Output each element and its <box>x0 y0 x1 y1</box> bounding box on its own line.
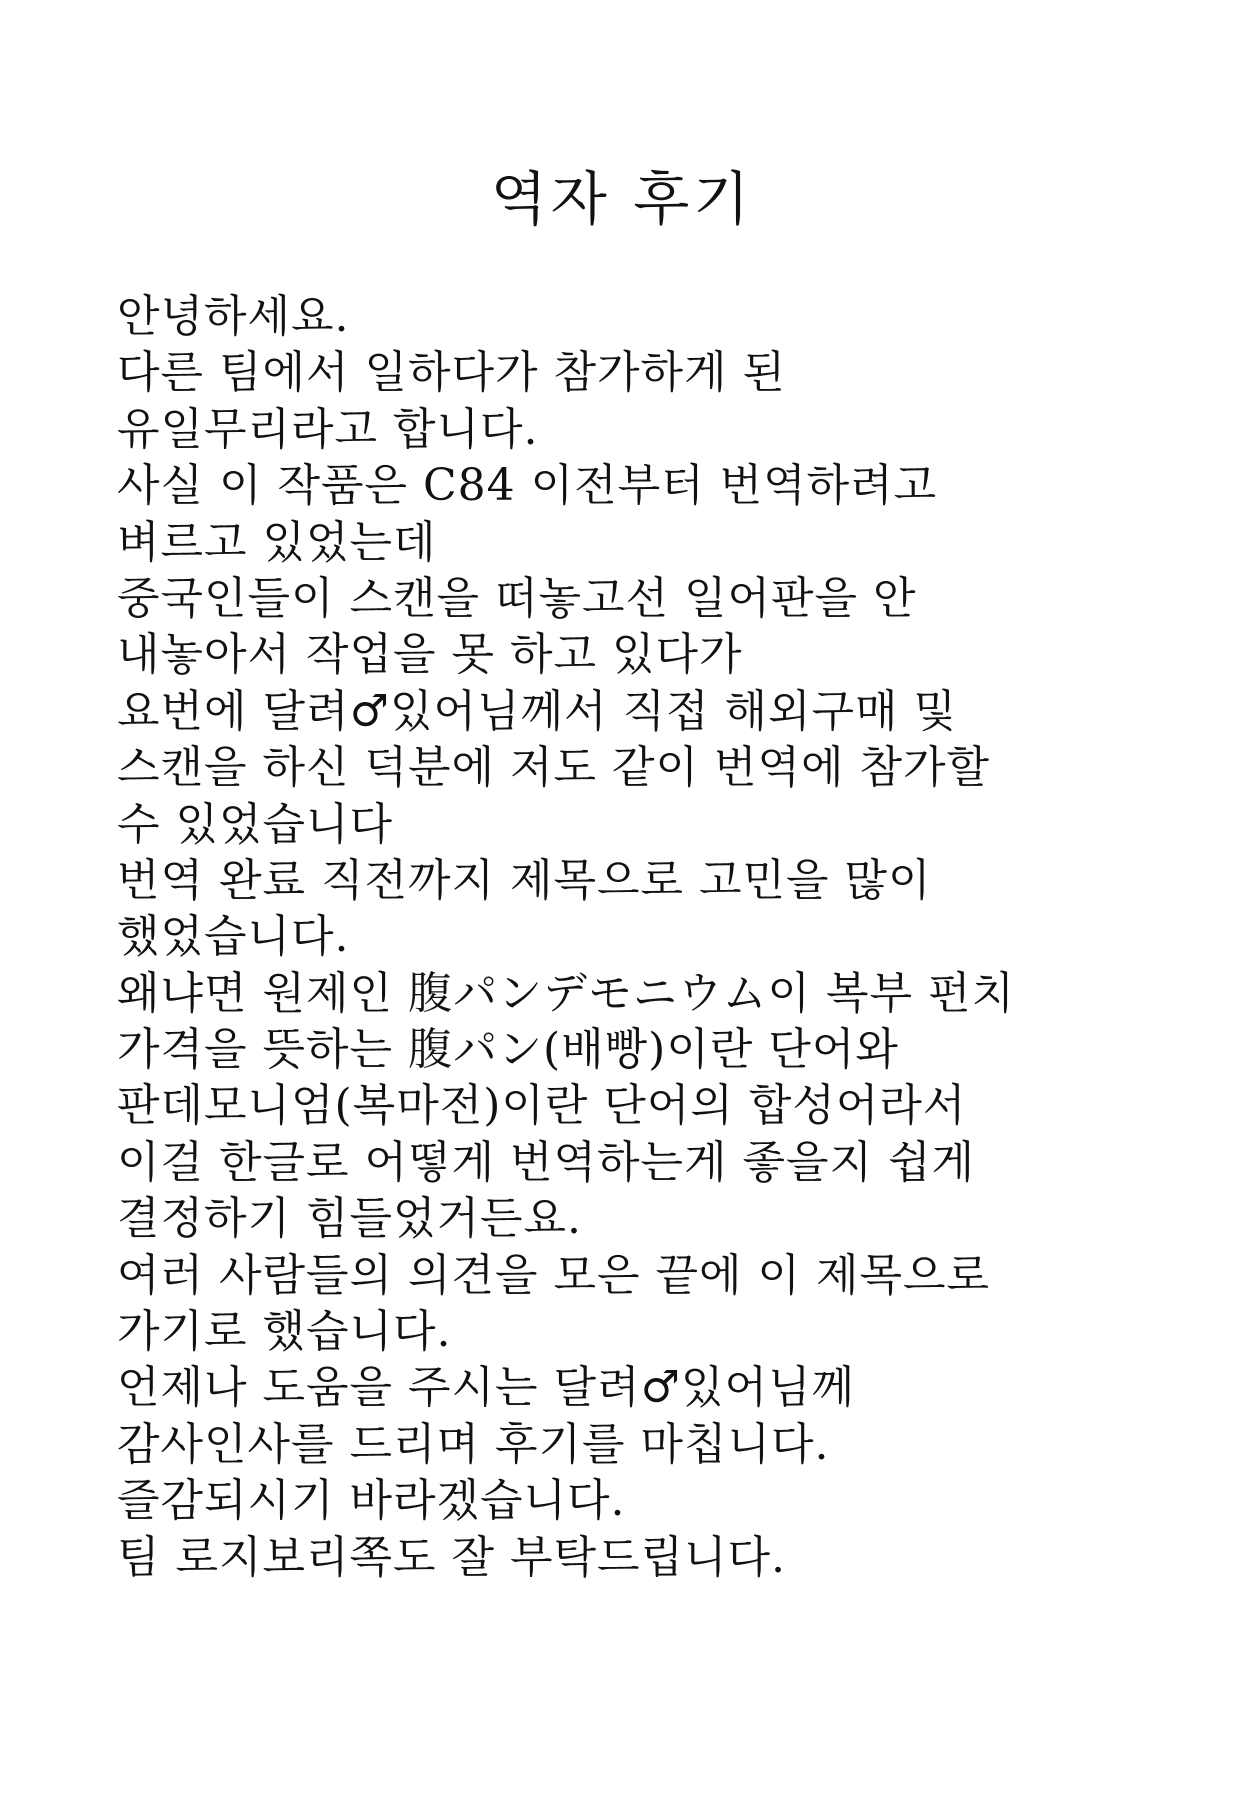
text-line: 다른 팀에서 일하다가 참가하게 된 <box>117 347 786 399</box>
text-line: 벼르고 있었는데 <box>117 516 437 568</box>
text-line: 요번에 달려♂있어님께서 직접 해외구매 및 <box>117 685 957 737</box>
text-line: 사실 이 작품은 C84 이전부터 번역하려고 <box>117 460 938 512</box>
text-line: 즐감되시기 바라겠습니다. <box>117 1475 626 1527</box>
text-line: 결정하기 힘들었거든요. <box>117 1193 583 1245</box>
text-line: 스캔을 하신 덕분에 저도 같이 번역에 참가할 <box>117 742 990 794</box>
text-line: 팀 로지보리쪽도 잘 부탁드립니다. <box>117 1531 786 1583</box>
text-line: 수 있었습니다 <box>117 798 394 850</box>
afterword-body <box>117 289 1197 1586</box>
text-line: 했었습니다. <box>117 911 350 963</box>
text-line: 내놓아서 작업을 못 하고 있다가 <box>117 629 743 681</box>
text-line: 유일무리라고 합니다. <box>117 403 539 455</box>
text-line: 가격을 뜻하는 腹パン(배빵)이란 단어와 <box>117 1024 899 1076</box>
text-line: 안녕하세요. <box>117 291 350 342</box>
text-line: 번역 완료 직전까지 제목으로 고민을 많이 <box>117 854 932 906</box>
text-line: 중국인들이 스캔을 떠놓고선 일어판을 안 <box>117 572 917 624</box>
text-line: 왜냐면 원제인 腹パンデモニウム이 복부 펀치 <box>117 967 1016 1019</box>
text-line: 이걸 한글로 어떻게 번역하는게 좋을지 쉽게 <box>117 1136 976 1188</box>
page-title: 역자 후기 <box>490 165 754 233</box>
text-line: 언제나 도움을 주시는 달려♂있어님께 <box>117 1362 855 1414</box>
text-line: 판데모니엄(복마전)이란 단어의 합성어라서 <box>117 1080 967 1132</box>
text-line: 여러 사람들의 의견을 모은 끝에 이 제목으로 <box>117 1249 990 1301</box>
text-line: 감사인사를 드리며 후기를 마칩니다. <box>117 1418 830 1470</box>
text-line: 가기로 했습니다. <box>117 1306 452 1358</box>
